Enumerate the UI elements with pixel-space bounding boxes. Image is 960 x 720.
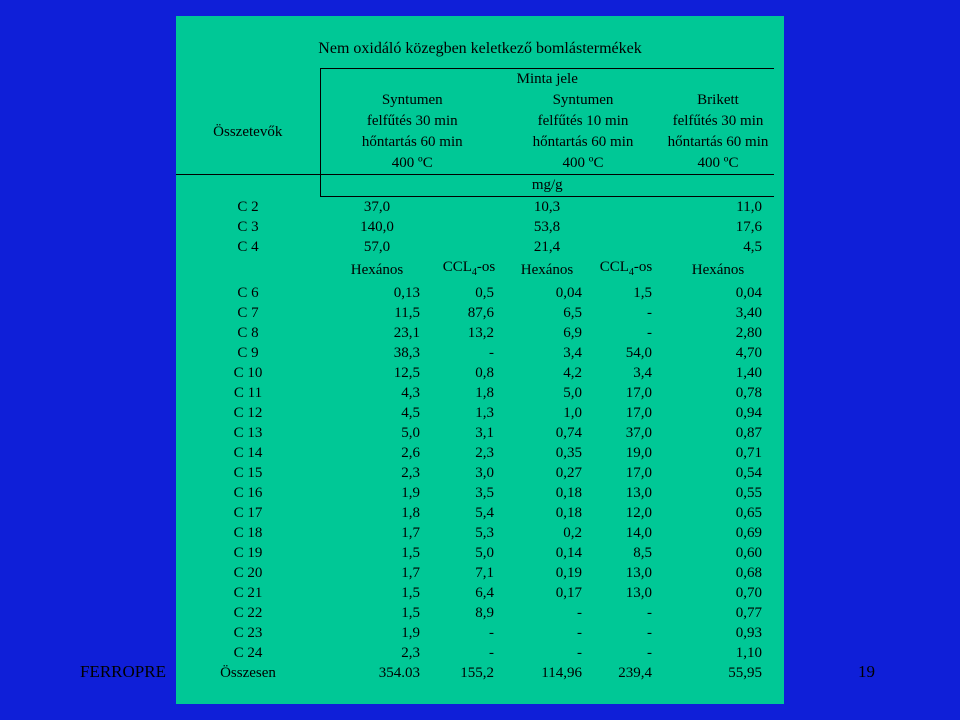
- cell-value: 5,0: [475, 545, 494, 561]
- cell-value: -: [647, 625, 652, 641]
- cell-value: -: [647, 605, 652, 621]
- cell-value: 3,4: [633, 365, 652, 381]
- cell-value: 19,0: [625, 445, 652, 461]
- col3-line2: felfűtés 30 min: [672, 113, 764, 129]
- cell-value: 3,4: [563, 345, 582, 361]
- cell-value: 0,35: [555, 445, 582, 461]
- slide-title: Nem oxidáló közegben keletkező bomlástermékek: [318, 40, 642, 57]
- table-row: [176, 543, 774, 563]
- cell-value: 0,19: [555, 565, 582, 581]
- row-label: C 14: [233, 445, 263, 461]
- col3-line3: hőntartás 60 min: [667, 134, 769, 150]
- cell-s2: 21,4: [533, 239, 561, 255]
- cell-value: -: [647, 305, 652, 321]
- cell-value: 1,10: [735, 645, 762, 661]
- cell-value: 0,2: [563, 525, 582, 541]
- page-number: 19: [858, 662, 875, 681]
- cell-value: 87,6: [467, 305, 494, 321]
- cell-value: 0,17: [555, 585, 582, 601]
- slide-panel: [176, 16, 784, 704]
- table-row: [176, 503, 774, 523]
- cell-value: 4,70: [735, 345, 762, 361]
- table-row: [176, 403, 774, 423]
- table-row: [176, 303, 774, 323]
- cell-s3: 11,0: [736, 199, 762, 215]
- cell-empty: [590, 237, 662, 257]
- cell-value: 23,1: [393, 325, 420, 341]
- col1-line3: hőntartás 60 min: [320, 132, 504, 153]
- cell-value: 38,3: [393, 345, 420, 361]
- row-label: C 12: [233, 405, 263, 421]
- row-label: C 8: [237, 325, 259, 341]
- components-label: Összetevők: [213, 123, 283, 140]
- data-table: [176, 68, 774, 683]
- cell-value: 12,0: [625, 505, 652, 521]
- cell-value: 0,18: [555, 505, 582, 521]
- cell-value: 1,40: [735, 365, 762, 381]
- cell-value: 1,9: [401, 625, 420, 641]
- cell-value: 2,6: [401, 445, 420, 461]
- col2-line4: 400 ºC: [562, 155, 604, 171]
- cell-value: 5,3: [475, 525, 494, 541]
- cell-value: 1,0: [563, 405, 582, 421]
- cell-value: 13,2: [467, 325, 494, 341]
- row-label: C 9: [237, 345, 259, 361]
- cell-value: 0,68: [735, 565, 762, 581]
- cell-empty: [434, 217, 504, 237]
- table-row: [176, 217, 774, 237]
- row-label: C 13: [233, 425, 263, 441]
- cell-value: 0,74: [555, 425, 582, 441]
- col3-line4: 400 ºC: [697, 155, 739, 171]
- cell-s1: 57,0: [363, 239, 391, 255]
- cell-value: 4,5: [401, 405, 420, 421]
- cell-s3: 4,5: [743, 239, 762, 255]
- table-row: [176, 443, 774, 463]
- cell-value: 0,70: [735, 585, 762, 601]
- cell-value: 0,14: [555, 545, 582, 561]
- cell-value: 2,3: [401, 645, 420, 661]
- row-label: C 16: [233, 485, 263, 501]
- solvent-3: Hexános: [520, 262, 574, 278]
- cell-value: 17,0: [625, 465, 652, 481]
- cell-value: 5,4: [475, 505, 494, 521]
- solvent-4: $CCL_4-os$: [599, 259, 653, 278]
- cell-value: 14,0: [625, 525, 652, 541]
- cell-value: 2,80: [735, 325, 762, 341]
- cell-value: 12,5: [393, 365, 420, 381]
- cell-value: -: [489, 625, 494, 641]
- row-label: C 20: [233, 565, 263, 581]
- cell-value: 0,54: [735, 465, 762, 481]
- cell-value: -: [489, 345, 494, 361]
- table-row: [176, 483, 774, 503]
- row-label: C 18: [233, 525, 263, 541]
- cell-value: 13,0: [625, 485, 652, 501]
- cell-value: 1,5: [401, 605, 420, 621]
- cell-value: -: [647, 325, 652, 341]
- cell-value: 0,27: [555, 465, 582, 481]
- cell-value: 1,9: [401, 485, 420, 501]
- cell-value: 3,1: [475, 425, 494, 441]
- table-row: [176, 363, 774, 383]
- cell-value: 8,9: [475, 605, 494, 621]
- table-row: [176, 663, 774, 683]
- row-label: C 17: [233, 505, 263, 521]
- table-row: [176, 583, 774, 603]
- cell-value: 2,3: [401, 465, 420, 481]
- unit-empty: [176, 175, 320, 197]
- cell-value: 13,0: [625, 565, 652, 581]
- table-row: [176, 383, 774, 403]
- cell-value: 6,4: [475, 585, 494, 601]
- row-label: C 15: [233, 465, 263, 481]
- cell-value: 0,65: [735, 505, 762, 521]
- cell-value: 1,8: [401, 505, 420, 521]
- cell-value: 4,3: [401, 385, 420, 401]
- row-label: C 24: [233, 645, 263, 661]
- table-row: [176, 237, 774, 257]
- cell-value: 3,0: [475, 465, 494, 481]
- col1-line2: felfűtés 30 min: [320, 111, 504, 132]
- cell-value: 0,87: [735, 425, 762, 441]
- table-row: [176, 463, 774, 483]
- cell-value: 2,3: [475, 445, 494, 461]
- cell-value: 3,40: [735, 305, 762, 321]
- row-label: C 2: [237, 198, 259, 215]
- cell-value: 0,93: [735, 625, 762, 641]
- cell-value: 55,95: [728, 665, 762, 681]
- col1-line1: Syntumen: [320, 90, 504, 111]
- table-row: [176, 283, 774, 303]
- row-label: C 10: [233, 365, 263, 381]
- col2-line2: felfűtés 10 min: [537, 113, 629, 129]
- cell-value: 155,2: [460, 665, 494, 681]
- cell-value: 5,0: [563, 385, 582, 401]
- row-label: C 6: [237, 285, 259, 301]
- cell-empty: [434, 237, 504, 257]
- cell-value: 6,5: [563, 305, 582, 321]
- cell-value: 7,1: [475, 565, 494, 581]
- row-label: C 4: [237, 239, 259, 255]
- footer-label: FERROPRE: [80, 662, 166, 681]
- row-label: C 11: [233, 385, 263, 401]
- cell-empty: [590, 197, 662, 218]
- cell-value: 6,9: [563, 325, 582, 341]
- cell-value: 239,4: [618, 665, 652, 681]
- cell-s2: 53,8: [533, 219, 561, 235]
- row-label: C 3: [237, 219, 259, 235]
- table-row: [176, 623, 774, 643]
- cell-value: 4,2: [563, 365, 582, 381]
- cell-value: 1,3: [475, 405, 494, 421]
- cell-value: -: [647, 645, 652, 661]
- table-row: [176, 603, 774, 623]
- cell-value: 54,0: [625, 345, 652, 361]
- col2-line1: Syntumen: [552, 92, 614, 108]
- table-row: [176, 423, 774, 443]
- cell-value: 17,0: [625, 385, 652, 401]
- cell-value: 0,04: [735, 285, 762, 301]
- cell-value: 114,96: [541, 665, 582, 681]
- cell-value: -: [577, 605, 582, 621]
- col1-line4: 400 ºC: [320, 153, 504, 175]
- cell-value: 1,5: [401, 545, 420, 561]
- cell-value: 1,8: [475, 385, 494, 401]
- unit-label: mg/g: [320, 175, 774, 197]
- solvent-2: $CCL_4-os$: [442, 259, 496, 278]
- cell-value: 0,60: [735, 545, 762, 561]
- header-empty: [176, 69, 320, 91]
- solvent-5: Hexános: [691, 262, 745, 278]
- row-label: C 7: [237, 305, 259, 321]
- cell-value: 0,18: [555, 485, 582, 501]
- cell-s2: 10,3: [533, 199, 561, 215]
- col3-line1: Brikett: [697, 92, 739, 108]
- table-row: [176, 563, 774, 583]
- cell-value: -: [489, 645, 494, 661]
- table-row: [176, 643, 774, 663]
- cell-value: 0,71: [735, 445, 762, 461]
- cell-value: 5,0: [401, 425, 420, 441]
- col2-line3: hőntartás 60 min: [532, 134, 634, 150]
- cell-value: 0,55: [735, 485, 762, 501]
- sample-label: Minta jele: [320, 69, 774, 91]
- table-row: [176, 343, 774, 363]
- cell-value: 354.03: [378, 665, 420, 681]
- cell-value: -: [577, 645, 582, 661]
- cell-value: 11,5: [394, 305, 420, 321]
- cell-value: 1,5: [401, 585, 420, 601]
- cell-s1: 140,0: [360, 219, 394, 235]
- cell-empty: [590, 217, 662, 237]
- cell-s3: 17,6: [735, 219, 762, 235]
- row-label: C 23: [233, 625, 263, 641]
- cell-value: 0,5: [475, 285, 494, 301]
- cell-value: 17,0: [625, 405, 652, 421]
- cell-value: 0,69: [735, 525, 762, 541]
- row-label: C 22: [233, 605, 263, 621]
- cell-value: -: [577, 625, 582, 641]
- cell-s1: 37,0: [363, 199, 391, 215]
- row-label: Összesen: [220, 665, 276, 681]
- solvent-1: Hexános: [350, 262, 404, 278]
- cell-value: 8,5: [633, 545, 652, 561]
- cell-value: 0,94: [735, 405, 762, 421]
- row-label: C 21: [233, 585, 263, 601]
- cell-value: 0,77: [735, 605, 762, 621]
- cell-empty: [434, 197, 504, 218]
- solvent-row: [176, 257, 774, 283]
- table-row: [176, 323, 774, 343]
- cell-value: 0,78: [735, 385, 762, 401]
- cell-value: 13,0: [625, 585, 652, 601]
- row-label: C 19: [233, 545, 263, 561]
- cell-value: 3,5: [475, 485, 494, 501]
- cell-value: 1,7: [401, 565, 420, 581]
- cell-value: 1,7: [401, 525, 420, 541]
- cell-value: 0,04: [555, 285, 582, 301]
- table-row: [176, 197, 774, 218]
- cell-value: 1,5: [633, 285, 652, 301]
- cell-value: 0,8: [475, 365, 494, 381]
- table-row: [176, 523, 774, 543]
- cell-value: 37,0: [625, 425, 652, 441]
- cell-value: 0,13: [393, 285, 420, 301]
